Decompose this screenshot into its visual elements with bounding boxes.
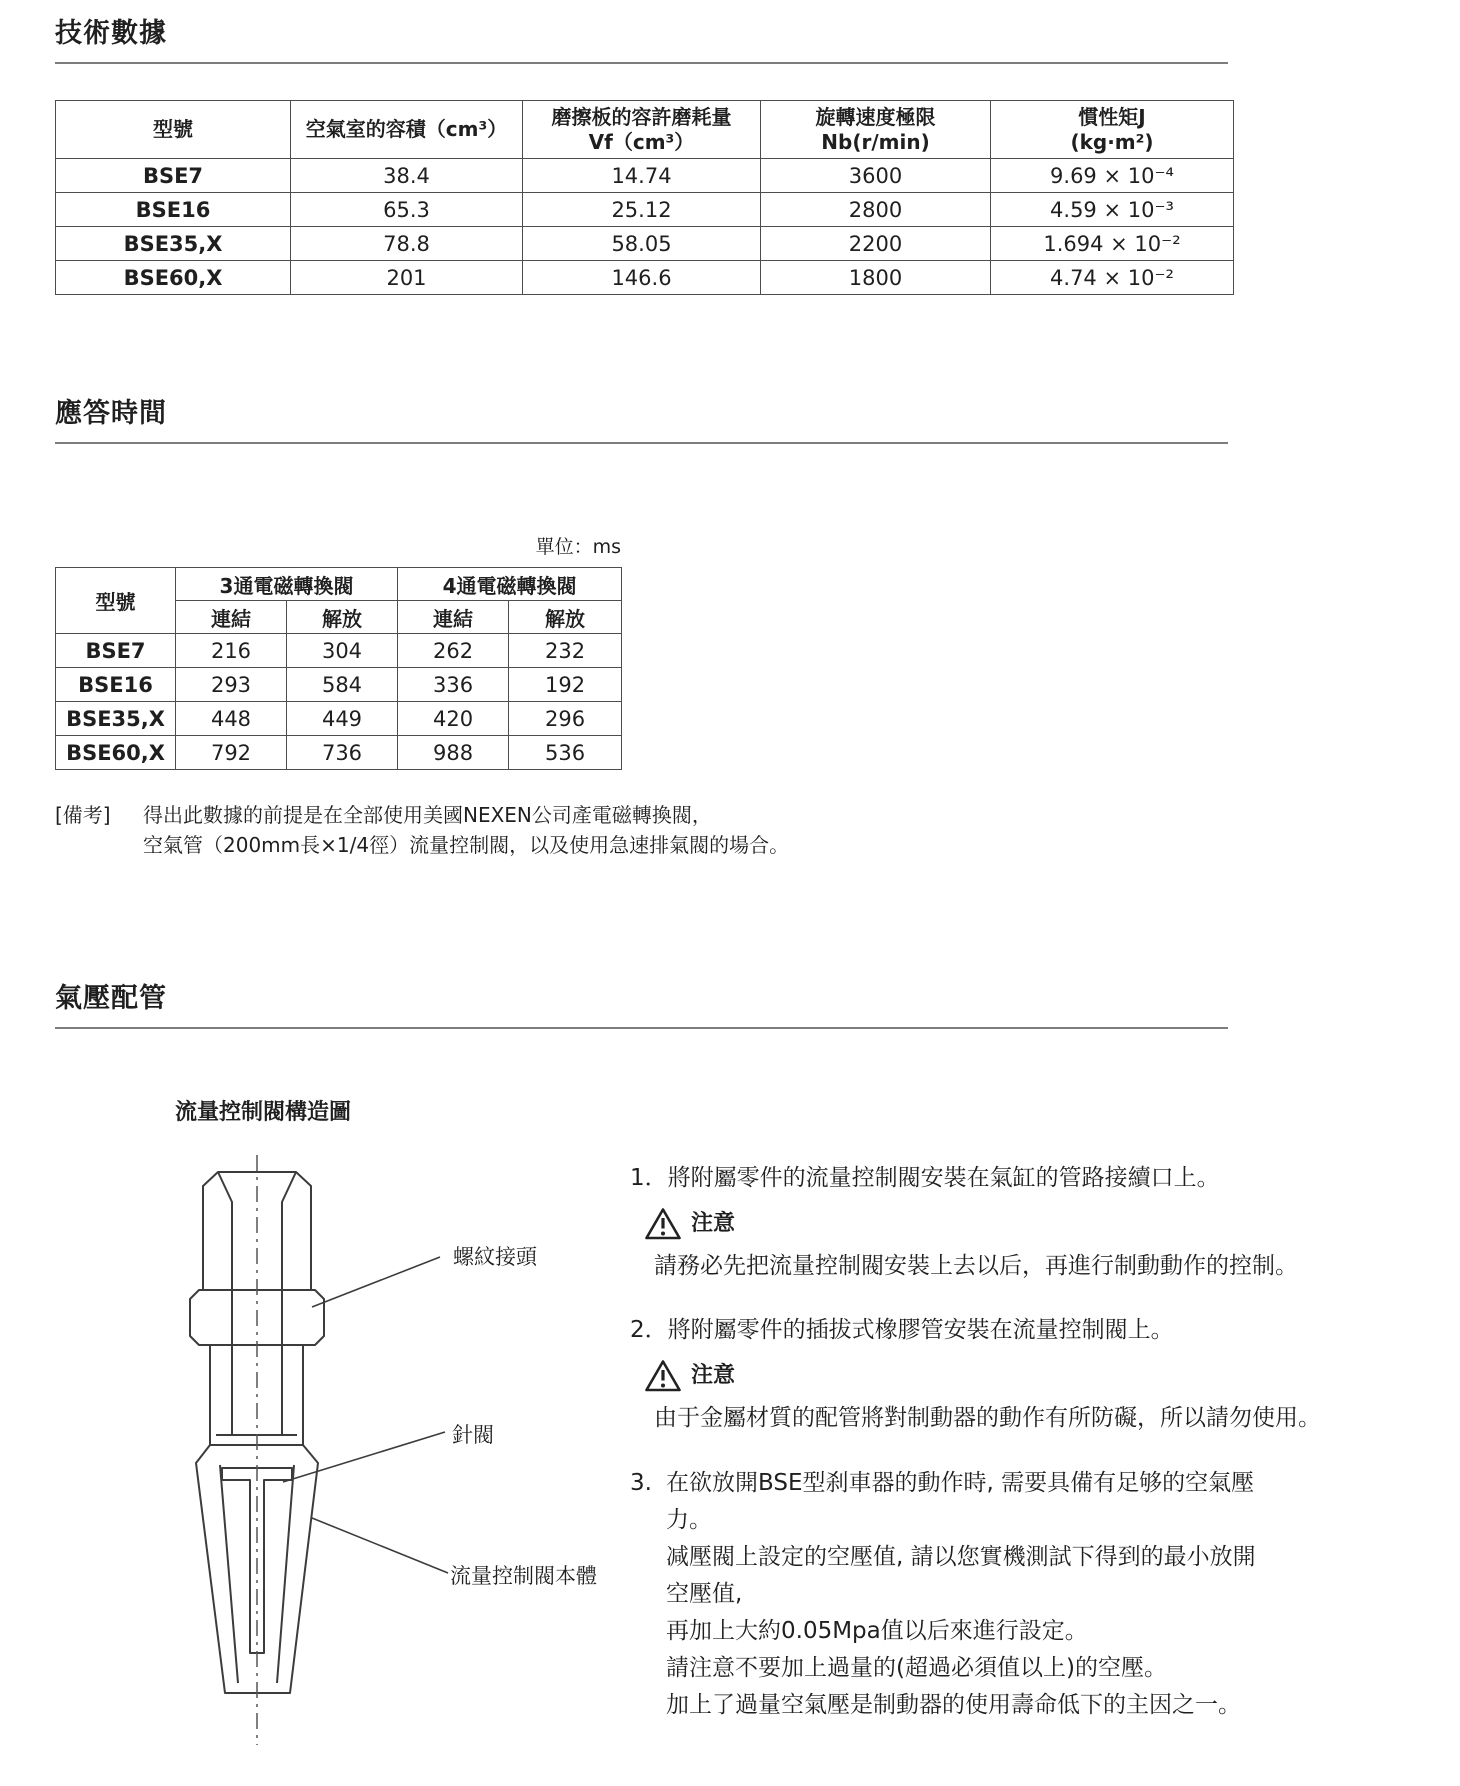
response-time-table bbox=[55, 567, 622, 770]
step-text: 在欲放開BSE型刹車器的動作時, 需要具備有足够的空氣壓 bbox=[666, 1470, 1255, 1496]
table-header-row bbox=[56, 568, 622, 601]
step-cont-line: 减壓閥上設定的空壓值, 請以您實機測試下得到的最小放開 bbox=[666, 1544, 1256, 1570]
header-3way-valve: 3通電磁轉換閥 bbox=[176, 568, 398, 601]
section-response-time bbox=[55, 398, 1233, 860]
table-header-row bbox=[56, 101, 1234, 159]
caution-head bbox=[644, 1359, 1440, 1393]
warning-triangle-icon bbox=[644, 1207, 682, 1241]
table-row bbox=[56, 193, 1234, 227]
caution-label: 注意 bbox=[691, 1363, 736, 1388]
flow-control-valve-diagram bbox=[150, 1153, 620, 1753]
piping-instructions bbox=[630, 1161, 1440, 1724]
cell-3way-release: 584 bbox=[287, 668, 398, 702]
cell-4way-release: 296 bbox=[509, 702, 622, 736]
cell-model: BSE7 bbox=[56, 634, 176, 668]
cell-3way-release: 304 bbox=[287, 634, 398, 668]
header-inertia: 慣性矩J (kg·m²) bbox=[991, 101, 1234, 159]
cell-speed: 3600 bbox=[761, 159, 991, 193]
step-cont-line: 加上了過量空氣壓是制動器的使用壽命低下的主因之一。 bbox=[666, 1692, 1241, 1718]
cell-3way-connect: 293 bbox=[176, 668, 287, 702]
step-cont-line: 力。 bbox=[666, 1507, 712, 1533]
header-chamber-volume: 空氣室的容積（cm³） bbox=[291, 101, 523, 159]
section-pneumatic-piping bbox=[55, 983, 1445, 1773]
title-rule bbox=[55, 442, 1228, 444]
subheader-connect: 連結 bbox=[398, 601, 509, 634]
unit-label: 單位：ms bbox=[535, 536, 621, 558]
table-row bbox=[56, 227, 1234, 261]
cell-3way-connect: 216 bbox=[176, 634, 287, 668]
title-rule bbox=[55, 62, 1228, 64]
header-model: 型號 bbox=[56, 101, 291, 159]
caution-text: 由于金屬材質的配管將對制動器的動作有所防礙，所以請勿使用。 bbox=[654, 1405, 1321, 1431]
table-row bbox=[56, 668, 622, 702]
cell-inertia: 9.69 × 10⁻⁴ bbox=[991, 159, 1234, 193]
subheader-connect: 連結 bbox=[176, 601, 287, 634]
caution-label: 注意 bbox=[691, 1211, 736, 1236]
table-row bbox=[56, 736, 622, 770]
cell-model: BSE60,X bbox=[56, 261, 291, 295]
step-text: 將附屬零件的流量控制閥安裝在氣缸的管路接續口上。 bbox=[667, 1165, 1220, 1191]
caution-block-1 bbox=[644, 1207, 1440, 1283]
cell-wear: 14.74 bbox=[523, 159, 761, 193]
cell-3way-connect: 792 bbox=[176, 736, 287, 770]
step-cont-line: 空壓值, bbox=[666, 1581, 743, 1607]
section-title-response-time: 應答時間 bbox=[55, 398, 167, 429]
label-valve-body: 流量控制閥本體 bbox=[450, 1564, 597, 1588]
subheader-release: 解放 bbox=[509, 601, 622, 634]
cell-4way-connect: 420 bbox=[398, 702, 509, 736]
cell-3way-release: 736 bbox=[287, 736, 398, 770]
cell-3way-connect: 448 bbox=[176, 702, 287, 736]
cell-model: BSE16 bbox=[56, 668, 176, 702]
cell-4way-connect: 262 bbox=[398, 634, 509, 668]
cell-volume: 78.8 bbox=[291, 227, 523, 261]
title-rule bbox=[55, 1027, 1228, 1029]
table-row bbox=[56, 634, 622, 668]
cell-inertia: 4.59 × 10⁻³ bbox=[991, 193, 1234, 227]
label-threaded-fitting: 螺紋接頭 bbox=[453, 1245, 537, 1269]
cell-4way-connect: 988 bbox=[398, 736, 509, 770]
table-row bbox=[56, 159, 1234, 193]
cell-4way-connect: 336 bbox=[398, 668, 509, 702]
step-cont-line: 再加上大約0.05Mpa值以后來進行設定。 bbox=[666, 1618, 1088, 1644]
step-number: 2． bbox=[630, 1317, 668, 1343]
instruction-step-2 bbox=[630, 1313, 1440, 1347]
step-number: 3. bbox=[630, 1470, 652, 1496]
cell-wear: 25.12 bbox=[523, 193, 761, 227]
cell-wear: 58.05 bbox=[523, 227, 761, 261]
cell-model: BSE35,X bbox=[56, 227, 291, 261]
section-technical-data bbox=[55, 18, 1233, 295]
step-first-line bbox=[630, 1465, 1440, 1502]
cell-model: BSE35,X bbox=[56, 702, 176, 736]
section-title-technical-data: 技術數據 bbox=[55, 18, 167, 49]
subheader-release: 解放 bbox=[287, 601, 398, 634]
cell-speed: 1800 bbox=[761, 261, 991, 295]
cell-4way-release: 192 bbox=[509, 668, 622, 702]
cell-wear: 146.6 bbox=[523, 261, 761, 295]
cell-model: BSE7 bbox=[56, 159, 291, 193]
cell-speed: 2200 bbox=[761, 227, 991, 261]
table-row bbox=[56, 702, 622, 736]
cell-model: BSE16 bbox=[56, 193, 291, 227]
cell-inertia: 4.74 × 10⁻² bbox=[991, 261, 1234, 295]
cell-inertia: 1.694 × 10⁻² bbox=[991, 227, 1234, 261]
diagram-title: 流量控制閥構造圖 bbox=[175, 1100, 352, 1125]
table-row bbox=[56, 261, 1234, 295]
remarks-line: 空氣管（200mm長×1/4徑）流量控制閥，以及使用急速排氣閥的場合。 bbox=[143, 833, 790, 857]
cell-4way-release: 232 bbox=[509, 634, 622, 668]
step-cont-line: 請注意不要加上過量的(超過必須值以上)的空壓。 bbox=[666, 1655, 1167, 1681]
instruction-step-1 bbox=[630, 1161, 1440, 1195]
instruction-step-3 bbox=[630, 1465, 1440, 1724]
cell-4way-release: 536 bbox=[509, 736, 622, 770]
remarks-body bbox=[143, 800, 789, 860]
step-text: 將附屬零件的插拔式橡膠管安裝在流量控制閥上。 bbox=[667, 1317, 1174, 1343]
header-4way-valve: 4通電磁轉換閥 bbox=[398, 568, 622, 601]
cell-speed: 2800 bbox=[761, 193, 991, 227]
remarks-line: 得出此數據的前提是在全部使用美國NEXEN公司產電磁轉換閥， bbox=[143, 803, 712, 827]
remarks-note bbox=[55, 800, 1233, 860]
remarks-label: [備考] bbox=[55, 803, 111, 827]
section-title-pneumatic-piping: 氣壓配管 bbox=[55, 983, 167, 1014]
cell-volume: 38.4 bbox=[291, 159, 523, 193]
caution-head bbox=[644, 1207, 1440, 1241]
caution-block-2 bbox=[644, 1359, 1440, 1435]
step-number: 1． bbox=[630, 1165, 668, 1191]
header-speed-limit: 旋轉速度極限 Nb(r/min) bbox=[761, 101, 991, 159]
label-needle-valve: 針閥 bbox=[452, 1423, 494, 1447]
cell-volume: 65.3 bbox=[291, 193, 523, 227]
technical-data-table bbox=[55, 100, 1234, 295]
header-model: 型號 bbox=[56, 568, 176, 634]
header-wear-allowance: 磨擦板的容許磨耗量 Vf（cm³） bbox=[523, 101, 761, 159]
cell-volume: 201 bbox=[291, 261, 523, 295]
cell-3way-release: 449 bbox=[287, 702, 398, 736]
warning-triangle-icon bbox=[644, 1359, 682, 1393]
cell-model: BSE60,X bbox=[56, 736, 176, 770]
caution-text: 請務必先把流量控制閥安裝上去以后，再進行制動動作的控制。 bbox=[654, 1253, 1298, 1279]
